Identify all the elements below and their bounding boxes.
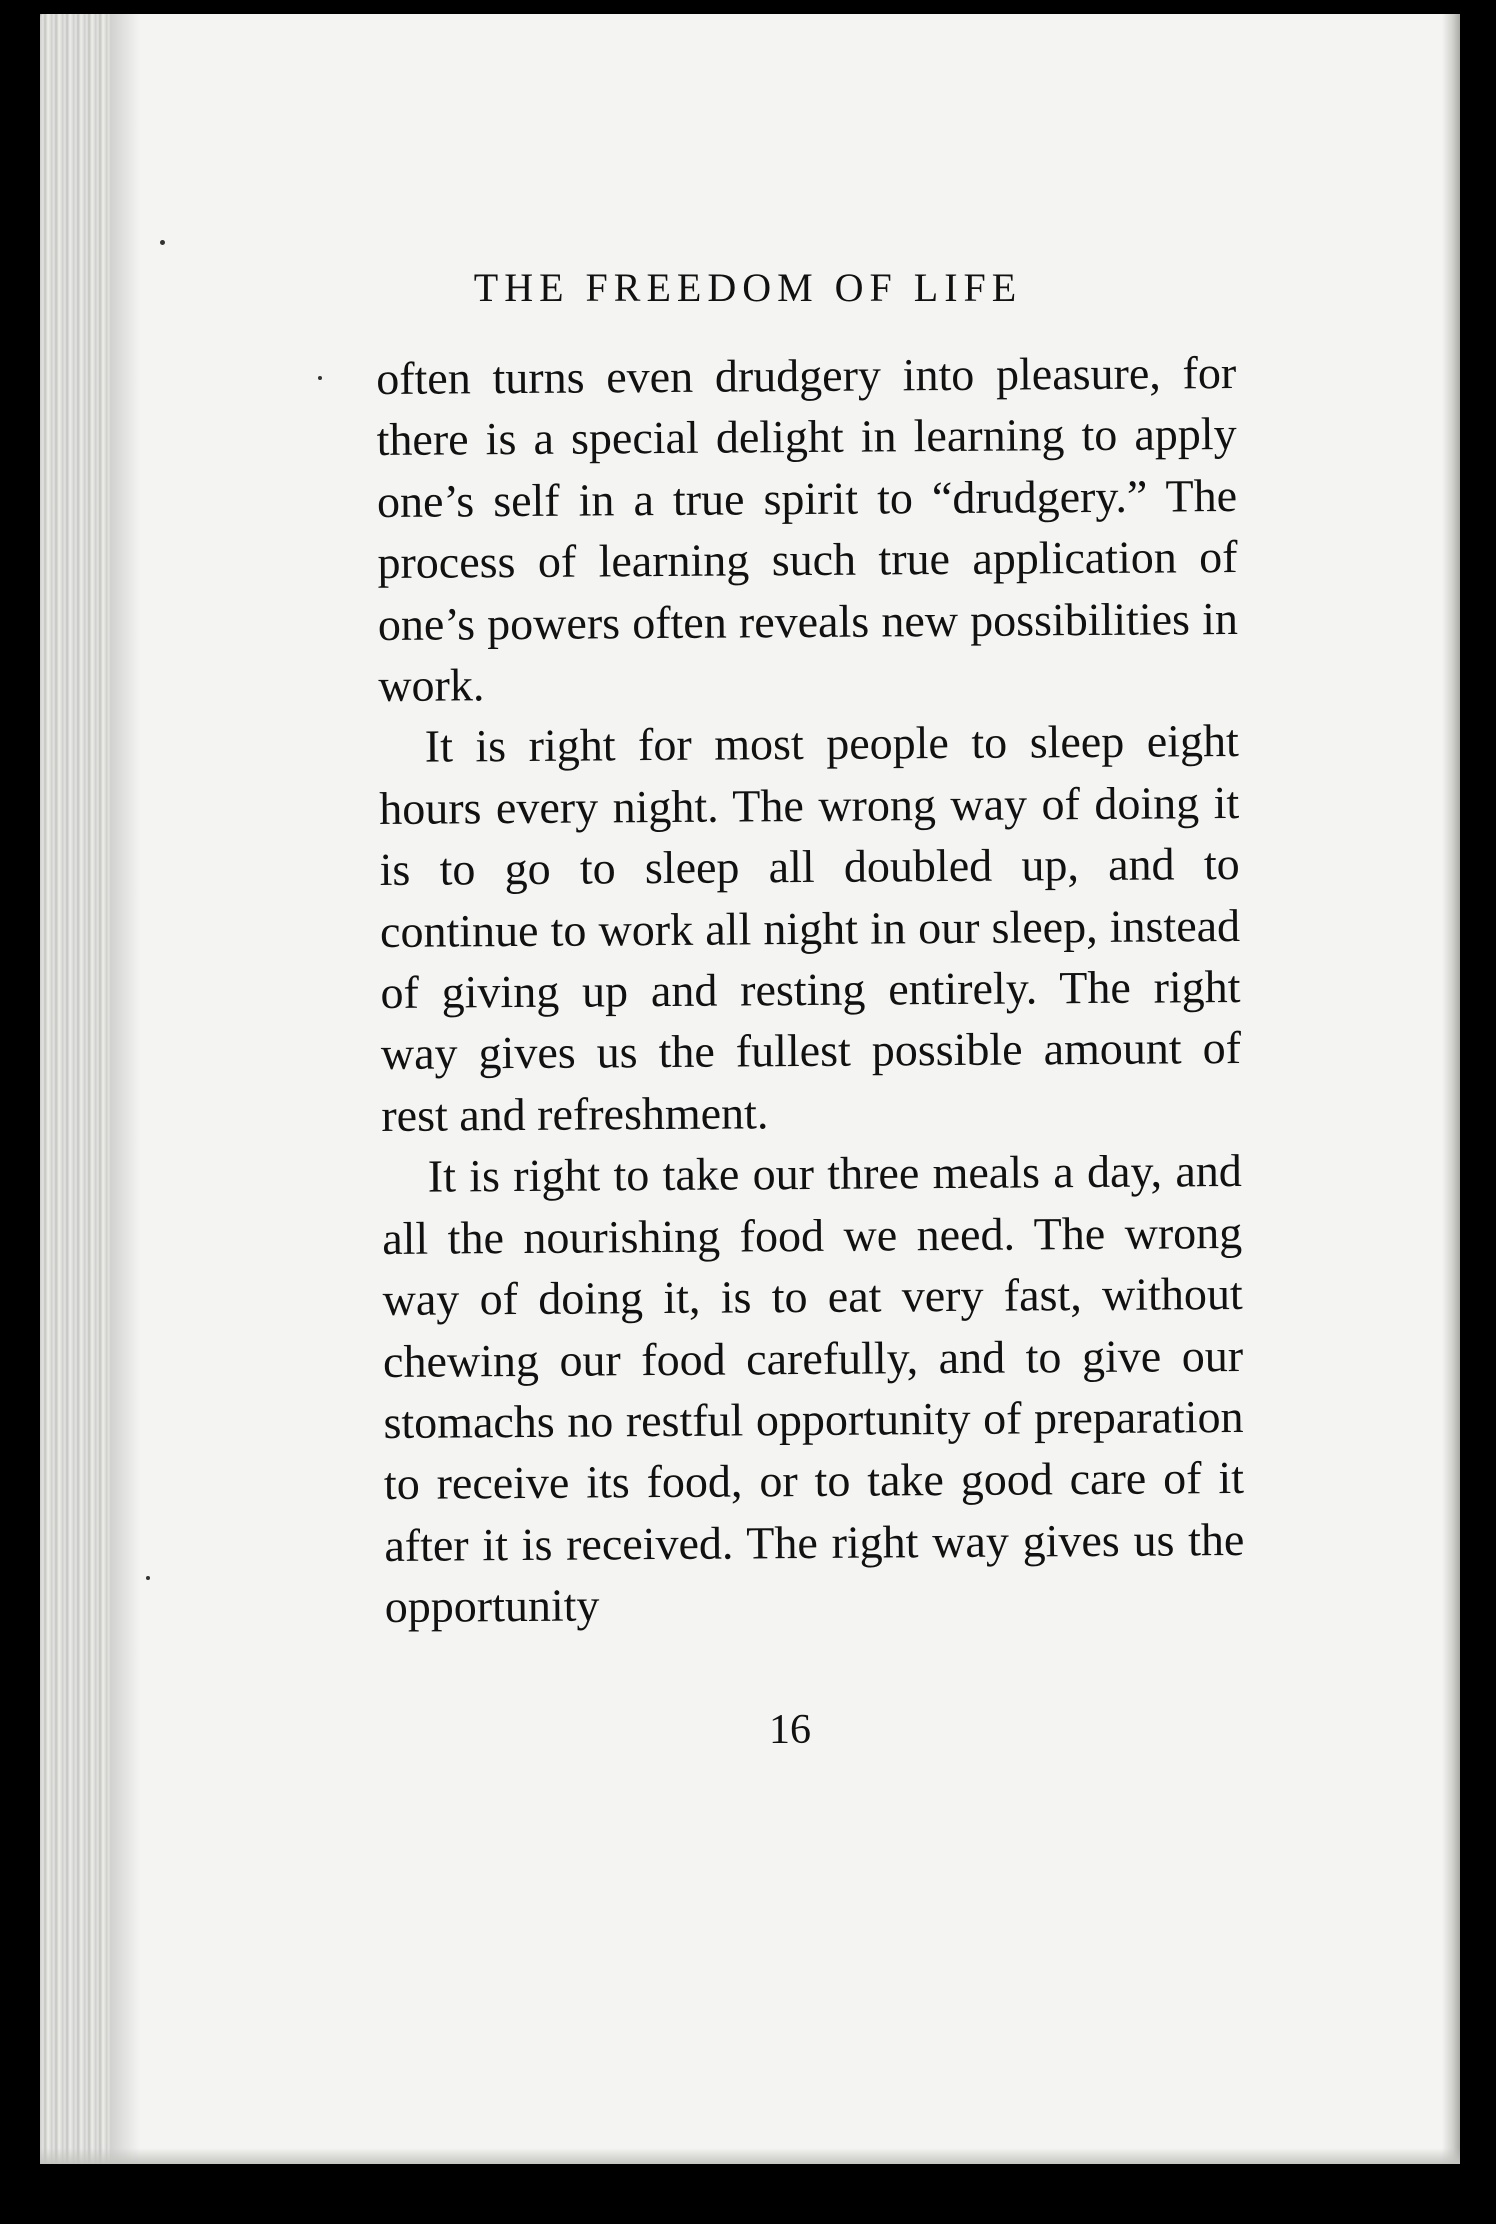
body-text xyxy=(376,342,1245,1638)
book-gutter xyxy=(40,14,110,2164)
paragraph: often turns even drudgery into pleasure, for there is a special delight in learning to apply one’s self in a true spirit to “drudgery.” The process of learning such true application of one’s powers often reveals new possibilities in work. xyxy=(376,346,1239,712)
ink-speck xyxy=(160,240,165,245)
paragraph: It is right to take our three meals a day, and all the nourishing food we need. The wrong way of doing it, is to eat very fast, without chewing our food carefully, and to give our stomachs no restful opportunity of preparation to receive its food, or to take good care of it after it is received. The right way gives us the opportunity xyxy=(382,1145,1245,1633)
page-number: 16 xyxy=(769,1707,811,1753)
gutter-shadow xyxy=(110,14,140,2164)
paragraph: It is right for most people to sleep eight hours every night. The wrong way of doing it is to go to sleep all doubled up, and to continue to work all night in our sleep, instead of giving up and resting entirely. The right way gives us the fullest possible amount of rest and refreshment. xyxy=(379,715,1242,1141)
page-right-edge xyxy=(1442,14,1460,2164)
page-bottom-edge xyxy=(40,2148,1460,2164)
running-head: THE FREEDOM OF LIFE xyxy=(473,265,1023,310)
ink-speck xyxy=(318,376,322,380)
ink-speck xyxy=(146,1576,150,1580)
